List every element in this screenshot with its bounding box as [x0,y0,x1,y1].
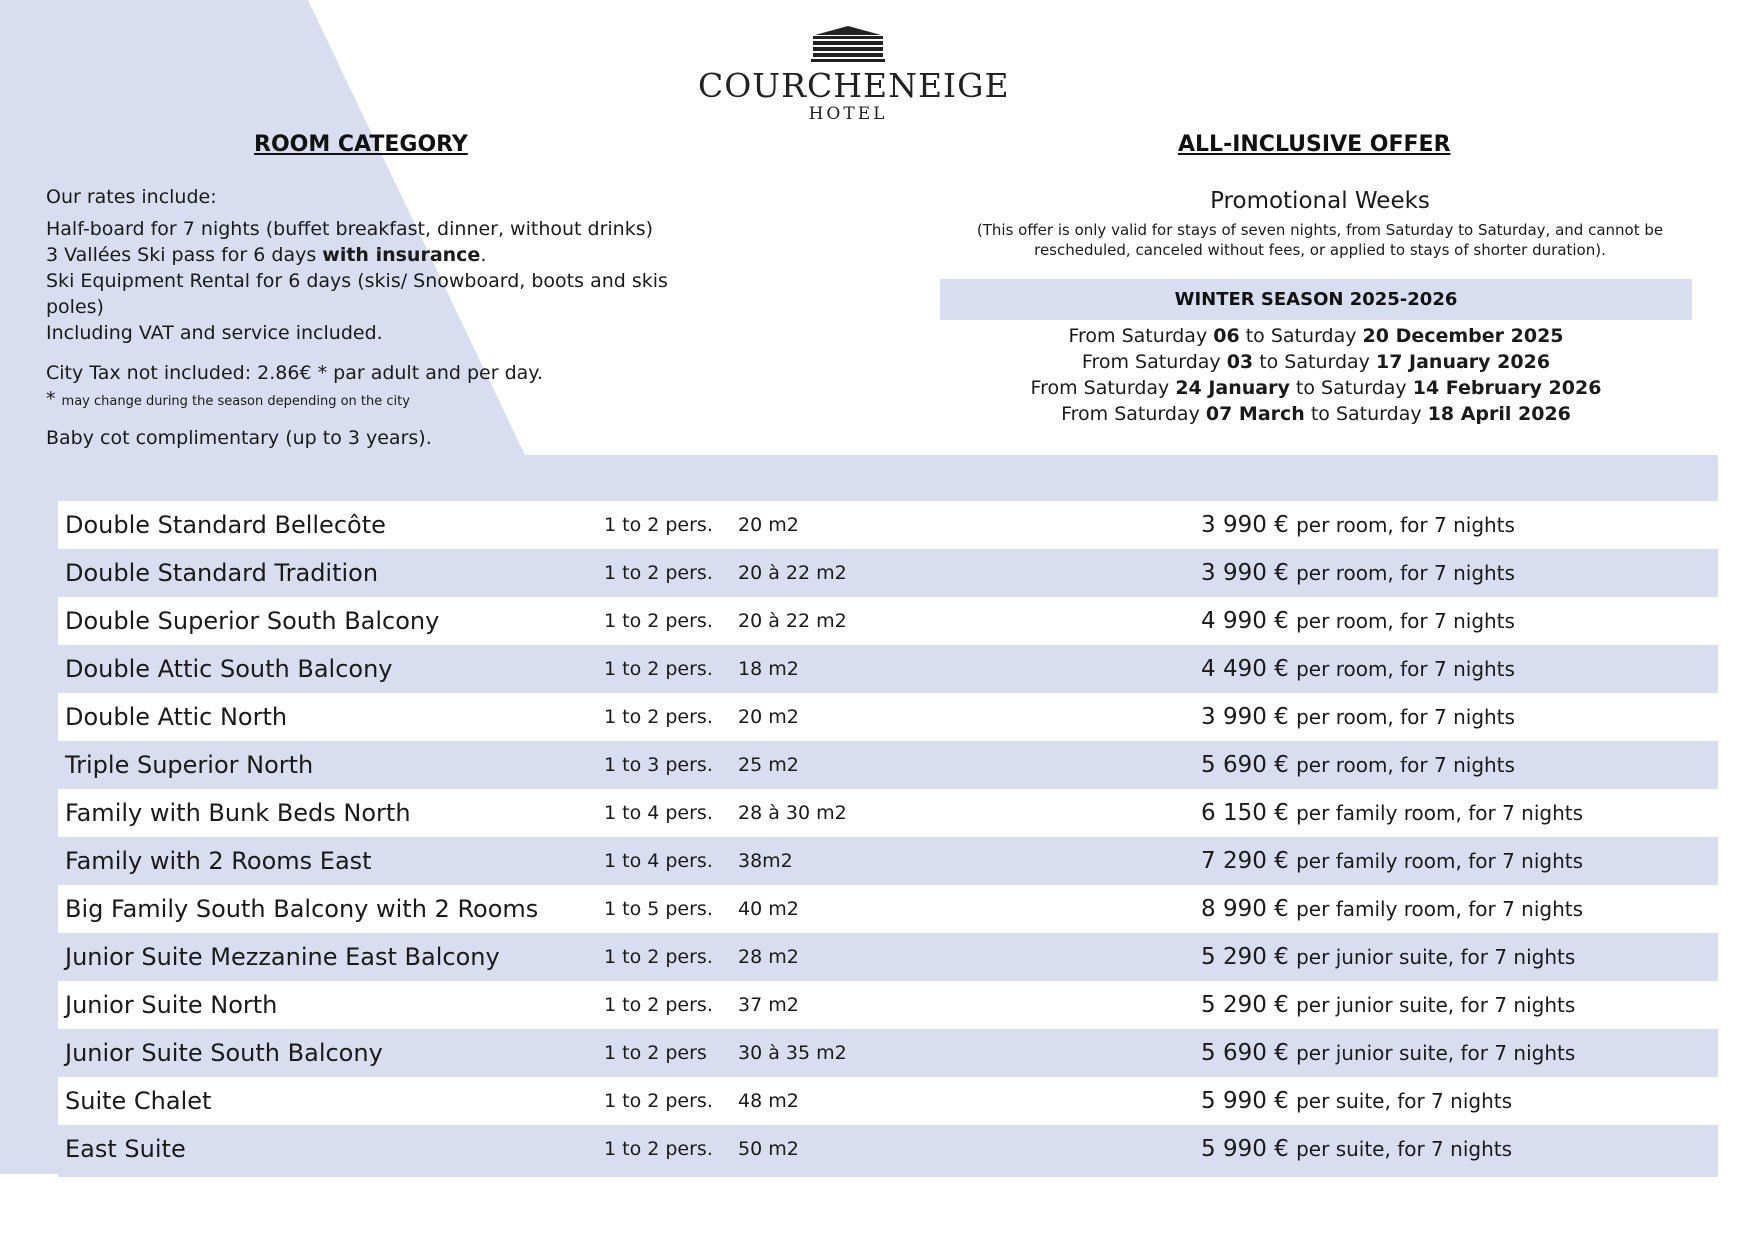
date-from-text: From Saturday [1061,403,1206,425]
date-from-value: 06 [1213,325,1240,347]
price-amount: 5 990 € [1201,1088,1289,1114]
table-row [58,501,1718,549]
room-size: 40 m2 [738,898,799,920]
date-to-text: to Saturday [1239,325,1363,347]
price-amount: 5 690 € [1201,1040,1289,1066]
room-name: Junior Suite South Balcony [65,1039,383,1067]
rates-equipment: Ski Equipment Rental for 6 days (skis/ Snowboard, boots and skis poles) [46,270,668,318]
price-amount: 6 150 € [1201,800,1289,826]
date-from-text: From Saturday [1081,351,1227,373]
room-capacity: 1 to 2 pers. [604,610,713,632]
room-capacity: 1 to 5 pers. [604,898,713,920]
price-amount: 5 990 € [1201,1136,1289,1162]
room-capacity: 1 to 2 pers. [604,1090,713,1112]
price-unit: per junior suite, for 7 nights [1296,993,1576,1017]
rates-halfboard: Half-board for 7 nights (buffet breakfast, dinner, without drinks) [46,218,654,240]
room-price [1201,837,1583,885]
price-amount: 5 690 € [1201,752,1289,778]
price-unit: per junior suite, for 7 nights [1296,945,1576,969]
date-to-value: 18 April 2026 [1427,403,1571,425]
room-name: Double Standard Tradition [65,559,379,587]
promo-dates [940,323,1692,427]
room-category-heading: ROOM CATEGORY [254,132,468,157]
rates-skipass-text: 3 Vallées Ski pass for 6 days [46,244,323,266]
rates-skipass [46,242,726,268]
room-name: Junior Suite North [65,991,278,1019]
room-capacity: 1 to 2 pers. [604,514,713,536]
room-size: 38m2 [738,850,793,872]
price-unit: per room, for 7 nights [1296,705,1515,729]
offer-block [940,186,1700,260]
offer-title: Promotional Weeks [1210,188,1430,214]
room-price [1201,741,1515,789]
room-name: Double Standard Bellecôte [65,511,386,539]
price-unit: per suite, for 7 nights [1296,1137,1513,1161]
room-price [1201,1077,1512,1125]
room-price [1201,885,1583,933]
room-capacity: 1 to 2 pers. [604,946,713,968]
table-row [58,1077,1718,1125]
room-size: 25 m2 [738,754,799,776]
room-name: Double Attic South Balcony [65,655,393,683]
promo-date-line [940,349,1692,375]
table-row [58,549,1718,597]
date-from-value: 07 March [1205,403,1305,425]
room-size: 28 à 30 m2 [738,802,847,824]
room-size: 20 m2 [738,514,799,536]
rates-skipass-insurance: with insurance [322,244,481,266]
hotel-logo [698,24,1010,134]
hotel-building-icon [807,24,889,64]
date-from-text: From Saturday [1030,377,1176,399]
room-size: 28 m2 [738,946,799,968]
price-unit: per room, for 7 nights [1296,657,1515,681]
table-row [58,933,1718,981]
room-capacity: 1 to 3 pers. [604,754,713,776]
price-unit: per room, for 7 nights [1296,609,1515,633]
price-unit: per room, for 7 nights [1296,561,1515,585]
price-amount: 3 990 € [1201,704,1289,730]
table-row [58,981,1718,1029]
table-row [58,885,1718,933]
promo-date-line [940,401,1692,427]
city-tax-note-star: * [46,388,62,410]
room-size: 18 m2 [738,658,799,680]
date-from-value: 03 [1226,351,1254,373]
price-amount: 4 490 € [1201,656,1289,682]
room-price [1201,933,1575,981]
date-to-text: to Saturday [1289,377,1413,399]
room-name: Big Family South Balcony with 2 Rooms [65,895,539,923]
room-size: 30 à 35 m2 [738,1042,847,1064]
room-capacity: 1 to 2 pers. [604,658,713,680]
room-capacity: 1 to 2 pers. [604,706,713,728]
room-price [1201,597,1515,645]
hotel-subtitle: HOTEL [808,104,888,124]
room-capacity: 1 to 4 pers. [604,802,713,824]
room-price [1201,501,1515,549]
room-name: Suite Chalet [65,1087,212,1115]
rates-vat: Including VAT and service included. [46,322,383,344]
price-amount: 7 290 € [1201,848,1289,874]
room-size: 48 m2 [738,1090,799,1112]
room-capacity: 1 to 2 pers. [604,562,713,584]
table-row [58,597,1718,645]
room-price [1201,549,1515,597]
date-to-value: 17 January 2026 [1375,351,1551,373]
rates-baby-cot: Baby cot complimentary (up to 3 years). [46,427,432,449]
price-amount: 4 990 € [1201,608,1289,634]
date-to-text: to Saturday [1304,403,1428,425]
room-price [1201,789,1583,837]
table-header-band [58,455,1718,501]
price-unit: per suite, for 7 nights [1296,1089,1513,1113]
table-row [58,837,1718,885]
price-amount: 3 990 € [1201,560,1289,586]
price-unit: per family room, for 7 nights [1296,897,1584,921]
room-size: 20 m2 [738,706,799,728]
room-price [1201,1125,1512,1173]
room-name: Double Attic North [65,703,288,731]
room-capacity: 1 to 4 pers. [604,850,713,872]
room-name: East Suite [65,1135,186,1163]
date-to-text: to Saturday [1253,351,1376,373]
rates-city-tax-note [46,386,726,415]
all-inclusive-heading: ALL-INCLUSIVE OFFER [1178,132,1451,157]
offer-conditions: (This offer is only valid for stays of seven nights, from Saturday to Saturday, and cannot be rescheduled, canceled without fees, or applied to stays of shorter duration). [976,221,1664,259]
room-price-table [58,501,1718,1177]
room-price [1201,693,1515,741]
price-amount: 5 290 € [1201,944,1289,970]
promo-date-line [940,375,1692,401]
room-price [1201,1029,1575,1077]
hotel-name: COURCHENEIGE [698,66,1010,105]
date-to-value: 14 February 2026 [1412,377,1602,399]
room-size: 37 m2 [738,994,799,1016]
table-row [58,693,1718,741]
rates-intro: Our rates include: [46,186,217,208]
rates-skipass-period: . [480,244,487,266]
room-name: Triple Superior North [65,751,314,779]
room-price [1201,645,1515,693]
date-to-value: 20 December 2025 [1362,325,1564,347]
price-unit: per family room, for 7 nights [1296,849,1584,873]
table-row [58,645,1718,693]
price-unit: per room, for 7 nights [1296,513,1515,537]
price-unit: per room, for 7 nights [1296,753,1515,777]
room-name: Double Superior South Balcony [65,607,440,635]
city-tax-note-text: may change during the season depending on the city [61,394,410,409]
table-row [58,789,1718,837]
price-unit: per junior suite, for 7 nights [1296,1041,1576,1065]
room-capacity: 1 to 2 pers [604,1042,707,1064]
promo-date-line [940,323,1692,349]
date-from-text: From Saturday [1068,325,1214,347]
date-from-value: 24 January [1175,377,1290,399]
room-size: 50 m2 [738,1138,799,1160]
price-amount: 5 290 € [1201,992,1289,1018]
room-name: Junior Suite Mezzanine East Balcony [65,943,500,971]
table-row [58,1029,1718,1077]
room-name: Family with 2 Rooms East [65,847,372,875]
rates-include-block [46,184,726,451]
table-row [58,741,1718,789]
price-unit: per family room, for 7 nights [1296,801,1584,825]
room-size: 20 à 22 m2 [738,610,847,632]
room-capacity: 1 to 2 pers. [604,1138,713,1160]
price-amount: 3 990 € [1201,512,1289,538]
price-amount: 8 990 € [1201,896,1289,922]
room-capacity: 1 to 2 pers. [604,994,713,1016]
table-row [58,1125,1718,1177]
season-banner: WINTER SEASON 2025-2026 [940,279,1692,320]
room-size: 20 à 22 m2 [738,562,847,584]
room-name: Family with Bunk Beds North [65,799,411,827]
rates-city-tax: City Tax not included: 2.86€ * par adult and per day. [46,362,543,384]
room-price [1201,981,1575,1029]
